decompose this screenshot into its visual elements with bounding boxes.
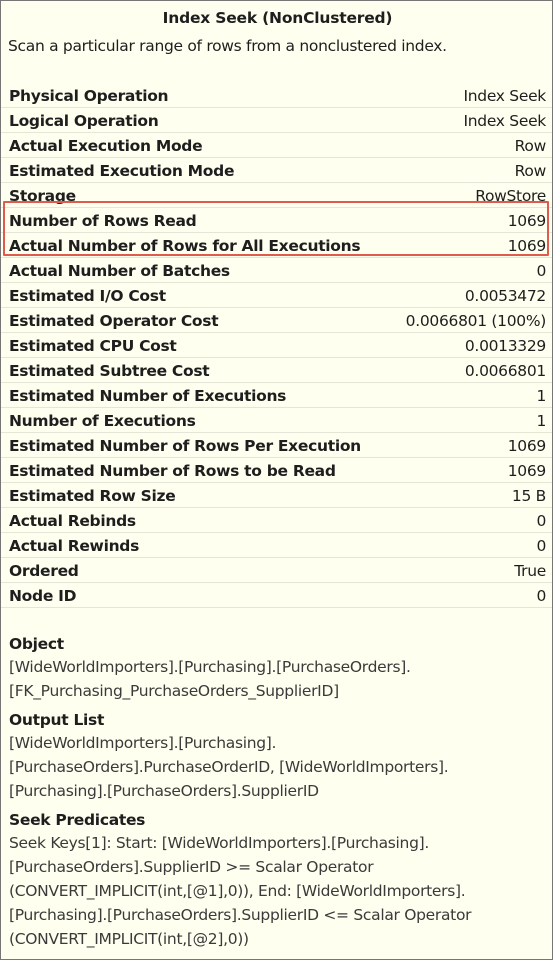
property-name: Actual Execution Mode bbox=[9, 137, 203, 155]
property-value: 1069 bbox=[507, 437, 546, 455]
property-value: 0 bbox=[536, 512, 546, 530]
property-name: Ordered bbox=[9, 562, 79, 580]
property-value: 0.0053472 bbox=[464, 287, 546, 305]
property-row bbox=[1, 508, 553, 533]
property-row-highlighted bbox=[1, 208, 553, 233]
property-row bbox=[1, 483, 553, 508]
object-section bbox=[9, 633, 549, 703]
section-heading: Object bbox=[9, 635, 64, 653]
section-heading: Output List bbox=[9, 711, 105, 729]
property-row bbox=[1, 583, 553, 608]
property-row bbox=[1, 358, 553, 383]
property-row bbox=[1, 108, 553, 133]
property-name: Estimated Operator Cost bbox=[9, 312, 219, 330]
property-row-highlighted bbox=[1, 233, 553, 258]
section-text-line: [PurchaseOrders].PurchaseOrderID, [WideWorldImporters]. bbox=[9, 758, 449, 776]
property-row bbox=[1, 458, 553, 483]
section-text-line: [PurchaseOrders].SupplierID >= Scalar Operator bbox=[9, 858, 374, 876]
property-name: Actual Rewinds bbox=[9, 537, 140, 555]
property-value: 1069 bbox=[507, 462, 546, 480]
seek-predicates-section bbox=[9, 809, 549, 951]
property-value: 1 bbox=[536, 412, 546, 430]
property-value: True bbox=[514, 562, 546, 580]
section-heading: Seek Predicates bbox=[9, 811, 146, 829]
property-row bbox=[1, 283, 553, 308]
property-value: 0 bbox=[536, 587, 546, 605]
property-name: Estimated Subtree Cost bbox=[9, 362, 210, 380]
property-value: Index Seek bbox=[463, 112, 546, 130]
property-value: 1069 bbox=[507, 212, 546, 230]
property-name: Actual Rebinds bbox=[9, 512, 136, 530]
property-value: RowStore bbox=[475, 187, 546, 205]
section-text-line: (CONVERT_IMPLICIT(int,[@1],0)), End: [WideWorldImporters]. bbox=[9, 882, 466, 900]
section-text-line: [FK_Purchasing_PurchaseOrders_SupplierID] bbox=[9, 682, 339, 700]
property-name: Node ID bbox=[9, 587, 77, 605]
property-row bbox=[1, 533, 553, 558]
property-row bbox=[1, 308, 553, 333]
property-name: Estimated Execution Mode bbox=[9, 162, 235, 180]
property-name: Actual Number of Batches bbox=[9, 262, 230, 280]
property-value: Index Seek bbox=[463, 87, 546, 105]
property-value: 1 bbox=[536, 387, 546, 405]
property-name: Actual Number of Rows for All Executions bbox=[9, 237, 361, 255]
property-value: 0 bbox=[536, 262, 546, 280]
property-row bbox=[1, 258, 553, 283]
property-name: Estimated Number of Rows to be Read bbox=[9, 462, 336, 480]
section-text-line: [WideWorldImporters].[Purchasing]. bbox=[9, 734, 277, 752]
property-row bbox=[1, 133, 553, 158]
property-name: Number of Executions bbox=[9, 412, 196, 430]
property-value: Row bbox=[514, 162, 546, 180]
property-row bbox=[1, 383, 553, 408]
property-row bbox=[1, 558, 553, 583]
section-text-line: [Purchasing].[PurchaseOrders].SupplierID <= Scalar Operator bbox=[9, 906, 472, 924]
property-list bbox=[1, 83, 553, 608]
section-text-line: [WideWorldImporters].[Purchasing].[PurchaseOrders]. bbox=[9, 658, 411, 676]
property-value: 0.0013329 bbox=[464, 337, 546, 355]
property-name: Number of Rows Read bbox=[9, 212, 197, 230]
operator-title: Index Seek (NonClustered) bbox=[162, 9, 393, 27]
section-text-line: [Purchasing].[PurchaseOrders].SupplierID bbox=[9, 782, 319, 800]
property-value: 15 B bbox=[511, 487, 546, 505]
property-value: Row bbox=[514, 137, 546, 155]
operator-description: Scan a particular range of rows from a nonclustered index. bbox=[8, 37, 447, 55]
property-name: Estimated Row Size bbox=[9, 487, 176, 505]
property-name: Storage bbox=[9, 187, 76, 205]
property-row bbox=[1, 433, 553, 458]
property-value: 0 bbox=[536, 537, 546, 555]
property-row bbox=[1, 83, 553, 108]
property-name: Estimated Number of Executions bbox=[9, 387, 287, 405]
property-name: Estimated CPU Cost bbox=[9, 337, 177, 355]
property-value: 0.0066801 bbox=[464, 362, 546, 380]
property-row bbox=[1, 408, 553, 433]
property-name: Physical Operation bbox=[9, 87, 169, 105]
section-text-line: Seek Keys[1]: Start: [WideWorldImporters].[Purchasing]. bbox=[9, 834, 429, 852]
property-value: 1069 bbox=[507, 237, 546, 255]
property-row bbox=[1, 183, 553, 208]
property-row bbox=[1, 158, 553, 183]
property-name: Estimated Number of Rows Per Execution bbox=[9, 437, 361, 455]
property-name: Logical Operation bbox=[9, 112, 159, 130]
property-value: 0.0066801 (100%) bbox=[405, 312, 546, 330]
property-row bbox=[1, 333, 553, 358]
property-name: Estimated I/O Cost bbox=[9, 287, 166, 305]
output-list-section bbox=[9, 709, 549, 803]
section-text-line: (CONVERT_IMPLICIT(int,[@2],0)) bbox=[9, 930, 249, 948]
